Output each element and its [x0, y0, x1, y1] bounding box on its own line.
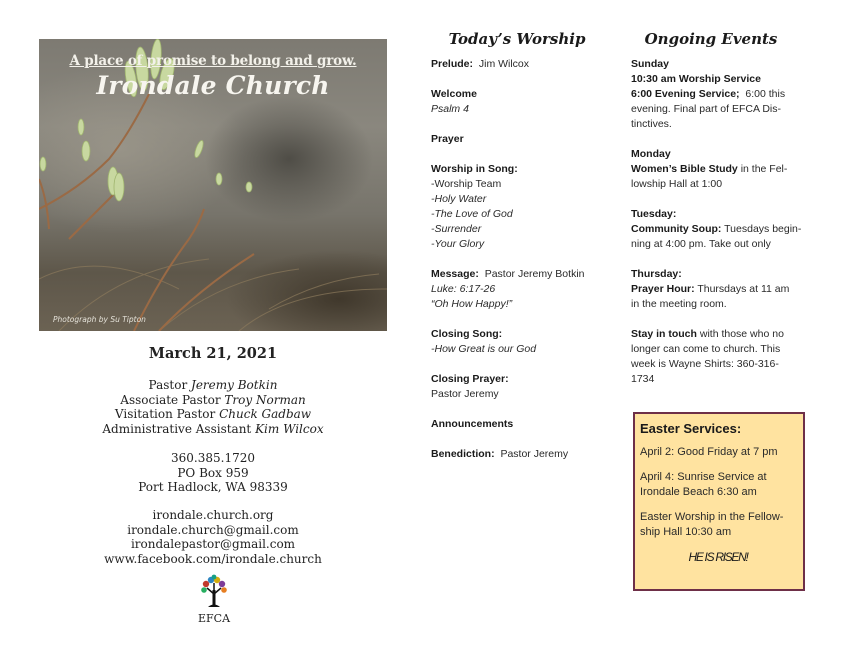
easter-title: Easter Services: — [640, 421, 742, 436]
song-title: -The Love of God — [431, 208, 513, 220]
event-day: Tuesday: — [631, 208, 677, 220]
event-detail: lowship Hall at 1:00 — [631, 178, 723, 190]
event-name: Prayer Hour: — [631, 283, 695, 295]
closing-song-title: -How Great is our God — [431, 343, 537, 355]
efca-label: EFCA — [197, 612, 231, 625]
event-day: Monday — [631, 148, 671, 160]
staff-name: Jeremy Botkin — [191, 378, 278, 392]
event-day: Sunday — [631, 58, 669, 70]
event-sunday — [631, 57, 811, 132]
event-evening-service: 6:00 Evening Service; — [631, 88, 740, 100]
staff-associate-pastor — [39, 393, 387, 408]
staff-role: Administrative Assistant — [102, 421, 252, 436]
easter-line: ship Hall 10:30 am — [640, 526, 732, 538]
message-speaker: Pastor Jeremy Botkin — [484, 268, 585, 280]
event-detail: longer can come to church. This — [631, 343, 781, 355]
prelude-label: Prelude: — [431, 58, 474, 70]
event-morning-service: 10:30 am Worship Service — [631, 73, 761, 85]
facebook-link[interactable]: www.facebook.com/irondale.church — [104, 551, 322, 566]
easter-line: April 2: Good Friday at 7 pm — [640, 446, 778, 458]
easter-line: April 4: Sunrise Service at — [640, 470, 767, 483]
event-tuesday — [631, 207, 811, 252]
event-name: Women’s Bible Study — [631, 163, 738, 175]
closing-prayer-label: Closing Prayer: — [431, 373, 509, 385]
song-title: -Surrender — [431, 223, 482, 235]
tree-icon — [197, 574, 231, 608]
email-pastor-link[interactable]: irondalepastor@gmail.com — [130, 537, 296, 551]
benediction-item — [431, 447, 611, 462]
event-detail: Tuesdays begin- — [724, 223, 802, 235]
staff-name: Kim Wilcox — [255, 421, 324, 436]
event-detail: week is Wayne Shirts: 360-316- — [631, 358, 779, 370]
event-name: Community Soup: — [631, 223, 722, 235]
event-monday — [631, 147, 811, 192]
web-contacts — [39, 508, 387, 566]
event-detail: with those who no — [699, 328, 784, 340]
event-detail: in the meeting room. — [631, 298, 727, 310]
staff-visitation-pastor — [39, 407, 387, 422]
event-detail: 1734 — [631, 373, 655, 385]
church-tagline: A place of promise to belong and grow. — [69, 53, 357, 69]
welcome-scripture: Psalm 4 — [431, 103, 469, 115]
staff-list — [39, 378, 387, 436]
event-detail: evening. Final part of EFCA Dis- — [631, 103, 781, 115]
event-detail: in the Fel- — [740, 163, 788, 175]
ongoing-events — [631, 30, 811, 402]
worship-song-label: Worship in Song: — [431, 163, 518, 175]
cover-photo — [39, 39, 387, 331]
efca-logo — [197, 574, 231, 625]
message-scripture: Luke: 6:17-26 — [431, 283, 496, 295]
stay-in-touch-label: Stay in touch — [631, 328, 697, 340]
welcome-label: Welcome — [431, 88, 477, 100]
staff-role: Associate Pastor — [120, 392, 221, 407]
prelude-item — [431, 57, 611, 72]
event-detail: ning at 4:00 pm. Take out only — [631, 238, 771, 250]
song-title: -Your Glory — [431, 238, 485, 250]
welcome-item — [431, 87, 611, 117]
worship-song-item — [431, 162, 611, 252]
events-title: Ongoing Events — [644, 30, 778, 48]
stay-in-touch — [631, 327, 811, 387]
message-title: “Oh How Happy!” — [431, 298, 513, 310]
phone-number: 360.385.1720 — [171, 451, 255, 465]
event-detail: Thursdays at 11 am — [697, 283, 790, 295]
closing-song-item — [431, 327, 611, 357]
easter-services-box — [633, 412, 805, 591]
prayer-label: Prayer — [431, 133, 464, 145]
po-box: PO Box 959 — [177, 465, 249, 480]
easter-sunrise-service — [640, 470, 796, 501]
prayer-item — [431, 132, 611, 147]
city-state-zip: Port Hadlock, WA 98339 — [138, 480, 288, 494]
benediction-label: Benediction: — [431, 448, 495, 460]
easter-line: Irondale Beach 6:30 am — [640, 486, 757, 498]
bulletin-date: March 21, 2021 — [148, 345, 278, 362]
message-item — [431, 267, 611, 312]
worship-order — [431, 30, 611, 477]
announcements-item — [431, 417, 611, 432]
staff-role: Pastor — [148, 378, 188, 392]
he-is-risen: HE IS RISEN! — [688, 549, 748, 564]
event-thursday — [631, 267, 811, 312]
worship-team: -Worship Team — [431, 178, 502, 190]
event-day: Thursday: — [631, 268, 682, 280]
staff-role: Visitation Pastor — [114, 407, 216, 421]
closing-prayer-value: Pastor Jeremy — [431, 388, 499, 400]
message-label: Message: — [431, 268, 479, 280]
announcements-label: Announcements — [431, 418, 514, 430]
worship-title: Today’s Worship — [448, 30, 586, 48]
prelude-value: Jim Wilcox — [478, 58, 530, 70]
closing-song-label: Closing Song: — [431, 328, 503, 340]
website-link[interactable]: irondale.church.org — [152, 508, 274, 522]
staff-pastor — [39, 378, 387, 393]
song-title: -Holy Water — [431, 193, 487, 205]
easter-line: Easter Worship in the Fellow- — [640, 510, 784, 523]
staff-name: Chuck Gadbaw — [219, 407, 312, 421]
church-name: Irondale Church — [96, 71, 330, 100]
easter-worship — [640, 510, 796, 541]
event-detail: tinctives. — [631, 118, 672, 130]
photo-credit: Photograph by Su Tipton — [53, 315, 146, 324]
contact-address — [39, 451, 387, 495]
benediction-value: Pastor Jeremy — [500, 448, 569, 460]
event-detail: 6:00 this — [745, 88, 786, 100]
email-church-link[interactable]: irondale.church@gmail.com — [127, 522, 299, 537]
staff-admin-assistant — [39, 422, 387, 437]
closing-prayer-item — [431, 372, 611, 402]
easter-good-friday — [640, 445, 796, 461]
staff-name: Troy Norman — [224, 392, 306, 407]
